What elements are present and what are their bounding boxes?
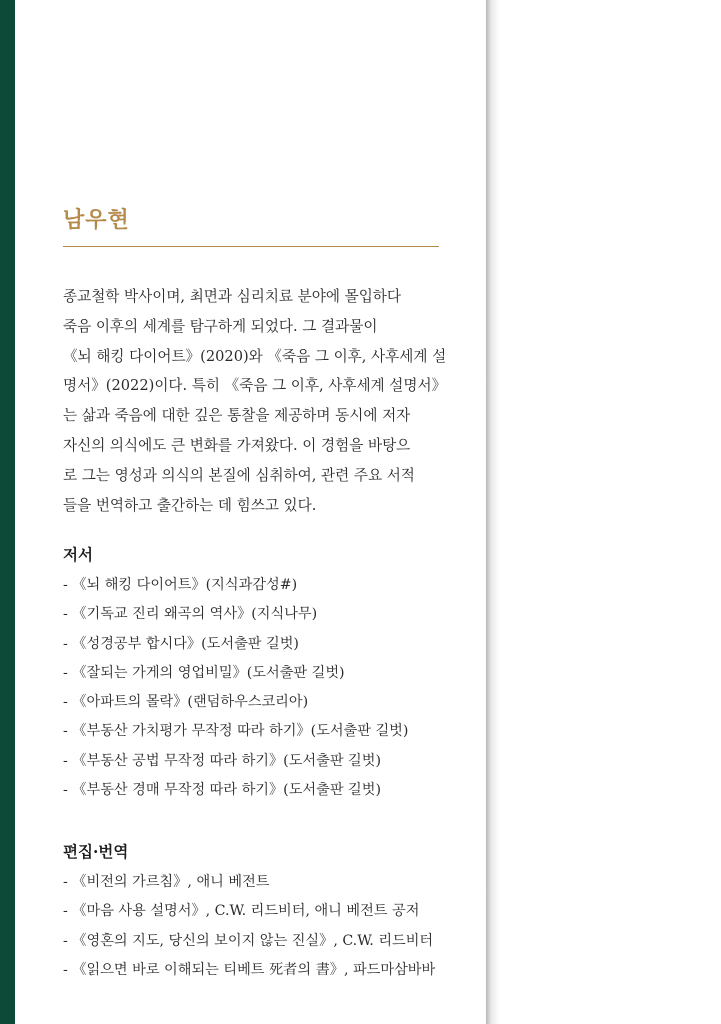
bio-line: 로 그는 영성과 의식의 본질에 심취하여, 관련 주요 서적 xyxy=(63,466,415,484)
bio-line: 《뇌 해킹 다이어트》(2020)와 《죽음 그 이후, 사후세계 설 xyxy=(63,347,447,365)
bio-line: 들을 번역하고 출간하는 데 힘쓰고 있다. xyxy=(63,496,317,514)
editing-translation-heading: 편집·번역 xyxy=(63,842,129,861)
works-list-item: - 《부동산 경매 무작정 따라 하기》(도서출판 길벗) xyxy=(63,782,381,799)
editing-translation-list xyxy=(63,868,443,985)
works-list xyxy=(63,571,443,805)
bio-line: 종교철학 박사이며, 최면과 심리치료 분야에 몰입하다 xyxy=(63,288,401,305)
works-list-item: - 《잘되는 가게의 영업비밀》(도서출판 길벗) xyxy=(63,664,345,681)
works-list-item: - 《성경공부 합시다》(도서출판 길벗) xyxy=(63,635,299,652)
page-edge-shadow xyxy=(486,0,500,1024)
works-list-item: - 《부동산 공법 무작정 따라 하기》(도서출판 길벗) xyxy=(63,752,381,769)
bio-line: 명서》(2022)이다. 특히 《죽음 그 이후, 사후세계 설명서》 xyxy=(63,377,447,395)
bio-line: 죽음 이후의 세계를 탐구하게 되었다. 그 결과물이 xyxy=(63,317,378,335)
bio-line: 는 삶과 죽음에 대한 깊은 통찰을 제공하며 동시에 저자 xyxy=(63,407,411,425)
works-list-item: - 《기독교 진리 왜곡의 역사》(지식나무) xyxy=(63,606,318,623)
editing-list-item: - 《읽으면 바로 이해되는 티베트 死者의 書》, 파드마삼바바 xyxy=(63,961,436,978)
bio-line: 자신의 의식에도 큰 변화를 가져왔다. 이 경험을 바탕으 xyxy=(63,436,411,454)
works-list-item: - 《부동산 가치평가 무작정 따라 하기》(도서출판 길벗) xyxy=(63,723,409,740)
works-list-item: - 《아파트의 몰락》(랜덤하우스코리아) xyxy=(63,694,309,711)
book-spine xyxy=(0,0,15,1024)
editing-translation-section xyxy=(63,838,443,985)
title-divider xyxy=(63,246,439,247)
editing-list-item: - 《비전의 가르침》, 애니 베전트 xyxy=(63,874,270,890)
works-section xyxy=(63,541,443,805)
works-list-item: - 《뇌 해킹 다이어트》(지식과감성#) xyxy=(63,577,298,593)
works-heading: 저서 xyxy=(63,545,93,564)
editing-list-item: - 《마음 사용 설명서》, C.W. 리드비터, 애니 베전트 공저 xyxy=(63,903,420,920)
editing-list-item: - 《영혼의 지도, 당신의 보이지 않는 진실》, C.W. 리드비터 xyxy=(63,932,434,949)
author-bio xyxy=(63,282,447,520)
author-name: 남우현 xyxy=(63,207,130,233)
